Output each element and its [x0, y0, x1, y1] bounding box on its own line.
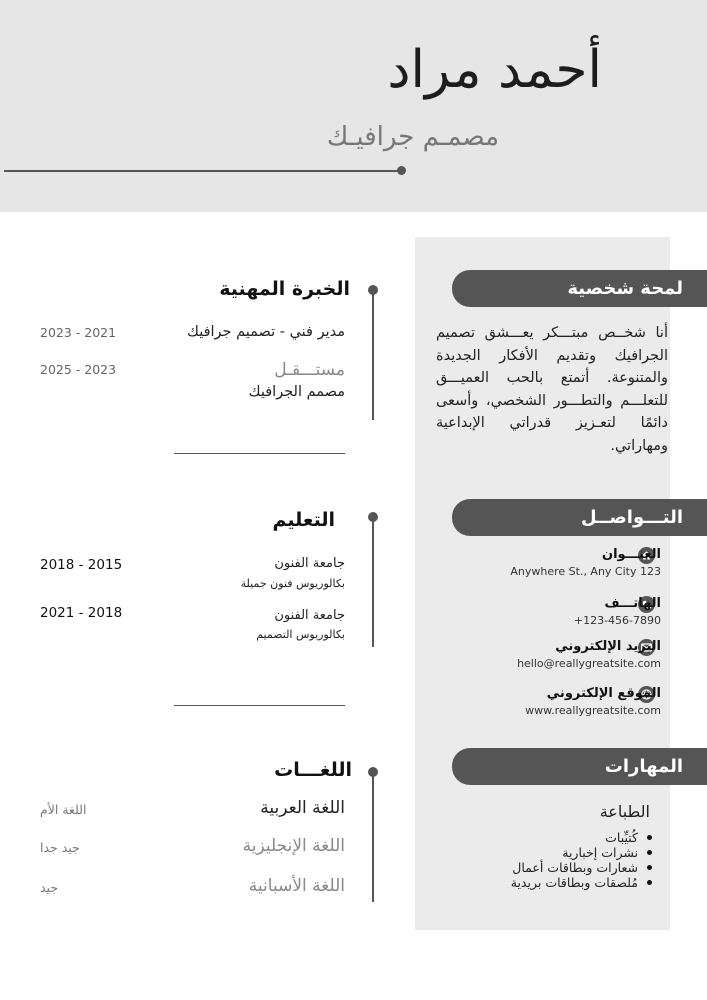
education-degree: بكالوريوس التصميم: [256, 628, 345, 641]
section-divider: [174, 705, 345, 706]
experience-subtitle: مصمم الجرافيك: [248, 384, 345, 400]
education-heading: التعليم: [272, 509, 335, 531]
language-name: اللغة الأسبانية: [248, 876, 345, 896]
timeline-line: [372, 772, 374, 902]
contact-website-value: www.reallygreatsite.com: [525, 704, 661, 717]
header-divider: [4, 170, 400, 172]
contact-website-label: الموقع الإلكتروني: [546, 686, 661, 701]
skills-group-title: الطباعة: [599, 802, 650, 821]
profile-text: أنا شخــص مبتـــكر يعـــشق تصميم الجرافيك وتقديم الأفكار الجديدة والمتنوعة. أتمتع بالحب العميـــق للتعلـــم والتطـــور الشخصي، وأسعى دائمًا لتعـزيز قدراتي الإبداعية ومهاراتي.: [436, 325, 668, 454]
contact-website: [525, 686, 661, 717]
contact-phone-value: +123-456-7890: [573, 614, 661, 627]
header-divider-dot: [397, 166, 406, 175]
education-date: 2021 - 2018: [40, 605, 123, 621]
education-degree: بكالوريوس فنون جميلة: [240, 577, 345, 590]
contact-address-label: العنـــوان: [601, 547, 661, 562]
list-item: شعارات وبطاقات أعمال: [511, 860, 652, 875]
list-item: كُتيِّبات: [511, 830, 652, 845]
experience-date: 2025 - 2023: [40, 362, 117, 377]
list-item: مُلصقات وبطاقات بريدية: [511, 875, 652, 890]
skills-list: [511, 830, 652, 890]
list-item: نشرات إخبارية: [511, 845, 652, 860]
experience-role: مستـــقـل: [274, 360, 345, 380]
language-name: اللغة الإنجليزية: [242, 836, 345, 856]
education-school: جامعة الفنون: [274, 608, 345, 623]
header-band: [0, 0, 707, 212]
contact-heading: التـــواصــل: [452, 499, 707, 536]
contact-address: [510, 547, 661, 578]
experience-heading: الخبرة المهنية: [219, 278, 350, 300]
contact-phone-label: الهاتـــف: [604, 596, 661, 611]
contact-phone: [574, 596, 661, 627]
contact-email: [517, 639, 661, 670]
language-level: جيد: [40, 880, 59, 895]
contact-email-label: البريد الإلكتروني: [555, 639, 661, 654]
section-divider: [174, 453, 345, 454]
skills-heading: المهارات: [452, 748, 707, 785]
education-school: جامعة الفنون: [274, 556, 345, 571]
language-name: اللغة العربية: [260, 798, 345, 818]
education-date: 2018 - 2015: [40, 557, 123, 573]
job-title: مصمـم جرافيـك: [326, 122, 499, 152]
contact-address-value: Anywhere St., Any City 123: [510, 565, 661, 578]
timeline-line: [372, 517, 374, 647]
language-level: جيد جدا: [40, 840, 80, 855]
timeline-line: [372, 290, 374, 420]
language-level: اللغة الأم: [40, 802, 87, 817]
experience-date: 2023 - 2021: [40, 325, 117, 340]
contact-email-value: hello@reallygreatsite.com: [517, 657, 661, 670]
profile-heading: لمحة شخصية: [452, 270, 707, 307]
languages-heading: اللغـــات: [274, 759, 352, 781]
person-name: أحمد مراد: [387, 40, 602, 100]
experience-role: مدير فني - تصميم جرافيك: [186, 324, 345, 340]
